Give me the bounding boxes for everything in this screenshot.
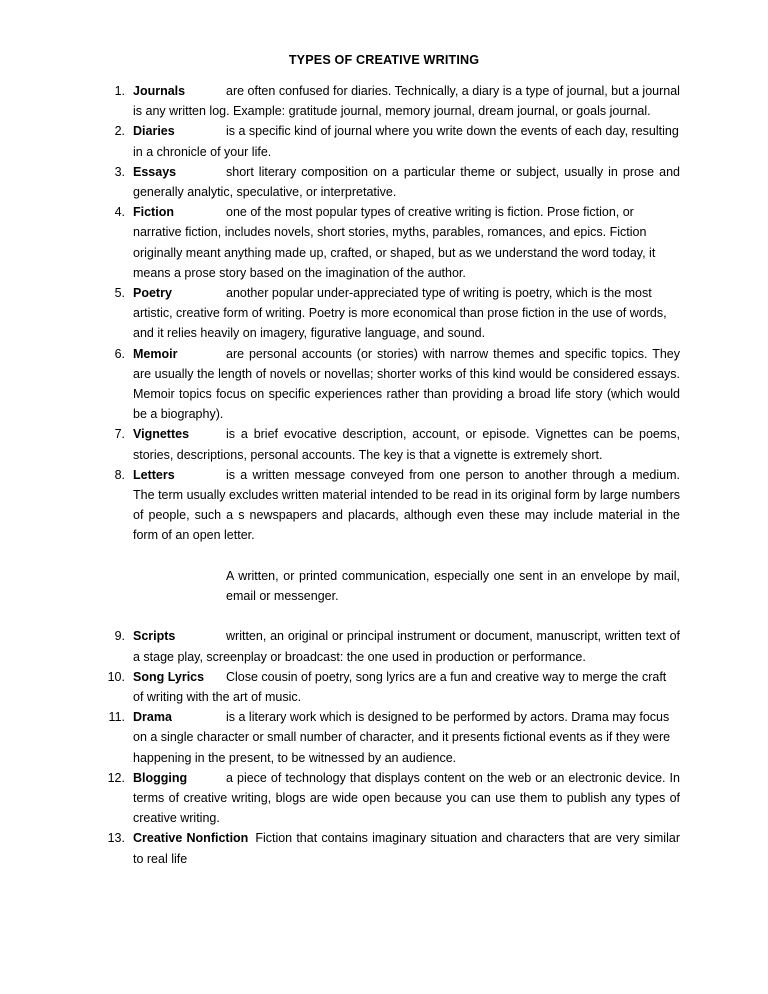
list-item xyxy=(0,202,768,283)
list-item-term: Scripts xyxy=(133,629,176,644)
list-item-description: one of the most popular types of creative writing is fiction. Prose fiction, or narrative fiction, includes novels, short stories, myths, parables, romances, and epics. Fiction originally meant anything made up, crafted, or shaped, but as we understand the word today, it means a prose story based on the imagination of the author. xyxy=(133,205,656,280)
list-item xyxy=(0,121,768,161)
list-item-term: Song Lyrics xyxy=(133,669,205,684)
list-item-number: 10. xyxy=(107,669,125,684)
list-item-subparagraph: A written, or printed communication, especially one sent in an envelope by mail, email or messenger. xyxy=(226,568,680,604)
list-item-term: Vignettes xyxy=(133,427,190,442)
list-item-description: is a written message conveyed from one person to another through a medium. The term usually excludes written material intended to be read in its original form by large numbers of people, such a s newspapers and placards, although even these may include material in the form of an open letter. xyxy=(133,467,680,543)
list-item-term: Poetry xyxy=(133,286,172,301)
list-item-description: written, an original or principal instrument or document, manuscript, written text of a stage play, screenplay or broadcast: the one used in production or performance. xyxy=(133,629,680,664)
list-item xyxy=(0,707,768,768)
list-item xyxy=(0,344,768,425)
list-item-description: are often confused for diaries. Technically, a diary is a type of journal, but a journal is any written log. Example: gratitude journal, memory journal, dream journal, or goals journal. xyxy=(133,84,680,119)
list-item-number: 11. xyxy=(108,710,125,725)
list-item xyxy=(0,768,768,829)
list-item xyxy=(0,162,768,202)
tab-gap xyxy=(172,707,226,727)
tab-gap xyxy=(176,162,226,182)
list-item xyxy=(0,465,768,546)
list-item-description: Close cousin of poetry, song lyrics are a fun and creative way to merge the craft of writing with the art of music. xyxy=(133,669,667,705)
blank-line xyxy=(0,546,768,566)
tab-gap xyxy=(177,344,226,364)
list-item-number: 9. xyxy=(114,629,125,644)
list-item-number: 3. xyxy=(114,164,125,179)
list-item-number: 4. xyxy=(114,205,125,220)
list-item-number: 12. xyxy=(107,770,125,785)
list-item-description: Fiction that contains imaginary situation and characters that are very similar to real life xyxy=(133,831,680,866)
list-item-term: Drama xyxy=(133,710,172,725)
list-item-number: 6. xyxy=(114,346,125,361)
list-item-description: is a specific kind of journal where you write down the events of each day, resulting in a chronicle of your life. xyxy=(133,124,679,159)
list-item-description: a piece of technology that displays content on the web or an electronic device. In terms of creative writing, blogs are wide open because you can use them to publish any types of creative writing. xyxy=(133,770,680,826)
list-item xyxy=(0,283,768,344)
list-item-term: Diaries xyxy=(133,124,175,139)
list-item-number: 5. xyxy=(114,286,125,301)
list-item-description: are personal accounts (or stories) with narrow themes and specific topics. They are usually the length of novels or novellas; shorter works of this kind would be considered essays. Memoir topics focus on specific experiences rather than providing a broad life story (which would be a biography). xyxy=(133,346,680,422)
list-item-number: 7. xyxy=(114,427,125,442)
list-item-number: 2. xyxy=(114,124,125,139)
tab-gap xyxy=(175,626,226,646)
tab-gap xyxy=(185,81,226,101)
list-item xyxy=(0,667,768,707)
list-item-number: 1. xyxy=(114,84,125,98)
page-title: TYPES OF CREATIVE WRITING xyxy=(288,53,480,67)
list-item-term: Journals xyxy=(133,84,186,98)
tab-gap xyxy=(174,202,226,222)
list-item xyxy=(0,424,768,464)
list-item-term: Fiction xyxy=(133,205,174,220)
list-item-description: is a brief evocative description, account, or episode. Vignettes can be poems, stories, descriptions, personal accounts. The key is that a vignette is extremely short. xyxy=(133,427,680,462)
list-item-number: 8. xyxy=(114,467,125,482)
list-item xyxy=(0,626,768,666)
blank-line xyxy=(0,606,768,626)
tab-gap xyxy=(172,283,226,303)
list-item xyxy=(0,828,768,868)
tab-gap xyxy=(204,667,226,687)
list-item xyxy=(0,81,768,121)
list-item-term: Essays xyxy=(133,164,177,179)
tab-gap xyxy=(175,121,226,141)
list-item-term: Letters xyxy=(133,467,175,482)
list-item-number: 13. xyxy=(107,831,125,846)
tab-gap xyxy=(175,465,226,485)
tab-gap xyxy=(187,768,226,788)
creative-writing-type-list xyxy=(0,81,768,869)
list-item-description: another popular under-appreciated type of writing is poetry, which is the most artistic, creative form of writing. Poetry is more economical than prose fiction in the use of words, and it relies heavily on imagery, figurative language, and sound. xyxy=(133,286,667,341)
list-item-term: Memoir xyxy=(133,346,178,361)
list-item-description: short literary composition on a particular theme or subject, usually in prose and generally analytic, speculative, or interpretative. xyxy=(133,164,680,200)
tab-gap xyxy=(189,424,226,444)
list-item-term: Creative Nonfiction xyxy=(133,831,249,846)
list-item-description: is a literary work which is designed to be performed by actors. Drama may focus on a single character or small number of character, and it presents fictional events as if they were happening in the present, to be witnessed by an audience. xyxy=(133,710,671,765)
list-item-term: Blogging xyxy=(133,770,188,785)
